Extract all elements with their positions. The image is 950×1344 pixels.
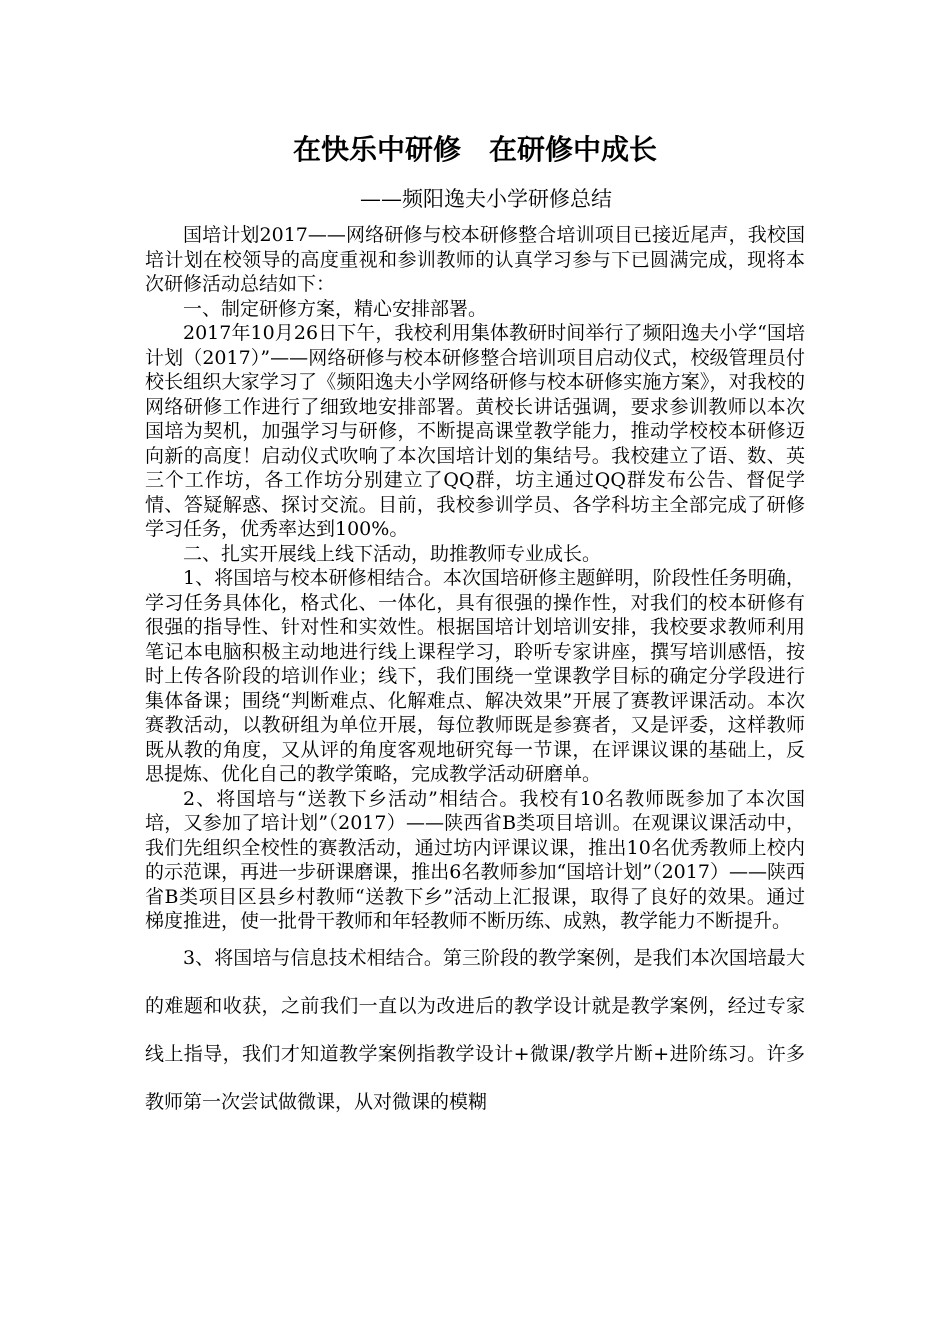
paragraph-item-3: 3、将国培与信息技术相结合。第三阶段的教学案例，是我们本次国培最大的难题和收获，之前我们一直以为改进后的教学设计就是教学案例，经过专家线上指导，我们才知道教学案例指教学设计+微课/教学片断+进阶练习。许多教师第一次尝试做微课，从对微课的模糊 [145,946,805,1113]
section-heading-1: 一、制定研修方案，精心安排部署。 [183,297,488,320]
paragraph-item-2: 2、将国培与“送教下乡活动”相结合。我校有10名教师既参加了本次国培，又参加了培计划”（2017）——陕西省B类项目培训。在观课议课活动中，我们先组织全校性的赛教活动，通过坊内评课议课，推出10名优秀教师上校内的示范课，再进一步研课磨课，推出6名教师参加“国培计划”（2017）——陕西省B类项目区县乡村教师“送教下乡”活动上汇报课，取得了良好的效果。通过梯度推进，使一批骨干教师和年轻教师不断历练、成熟，教学能力不断提升。 [145,787,805,932]
document-body [145,223,805,1126]
section-heading-2: 二、扎实开展线上线下活动，助推教师专业成长。 [183,542,602,565]
paragraph-launch: 2017年10月26日下午，我校利用集体教研时间举行了频阳逸夫小学“国培计划（2017）”——网络研修与校本研修整合培训项目启动仪式，校级管理员付校长组织大家学习了《频阳逸夫小学网络研修与校本研修实施方案》，对我校的网络研修工作进行了细致地安排部署。黄校长讲话强调，要求参训教师以本次国培为契机，加强学习与研修，不断提高课堂教学能力，推动学校校本研修迈向新的高度！启动仪式吹响了本次国培计划的集结号。我校建立了语、数、英三个工作坊，各工作坊分别建立了QQ群，坊主通过QQ群发布公告、督促学情、答疑解惑、探讨交流。目前，我校参训学员、各学科坊主全部完成了研修学习任务，优秀率达到100%。 [145,322,805,540]
paragraph-intro: 国培计划2017——网络研修与校本研修整合培训项目已接近尾声，我校国培计划在校领导的高度重视和参训教师的认真学习参与下已圆满完成，现将本次研修活动总结如下： [145,224,805,295]
page-subtitle: ——频阳逸夫小学研修总结 [360,187,612,211]
page-title: 在快乐中研修 在研修中成长 [292,133,657,166]
paragraph-item-1: 1、将国培与校本研修相结合。本次国培研修主题鲜明，阶段性任务明确，学习任务具体化，格式化、一体化，具有很强的操作性，对我们的校本研修有很强的指导性、针对性和实效性。根据国培计划培训安排，我校要求教师利用笔记本电脑积极主动地进行线上课程学习，聆听专家讲座，撰写培训感悟，按时上传各阶段的培训作业；线下，我们围绕一堂课教学目标的确定分学段进行集体备课；围绕“判断难点、化解难点、解决效果”开展了赛教评课活动。本次赛教活动，以教研组为单位开展，每位教师既是参赛者，又是评委，这样教师既从教的角度，又从评的角度客观地研究每一节课，在评课议课的基础上，反思提炼、优化自己的教学策略，完成教学活动研磨单。 [145,567,805,785]
